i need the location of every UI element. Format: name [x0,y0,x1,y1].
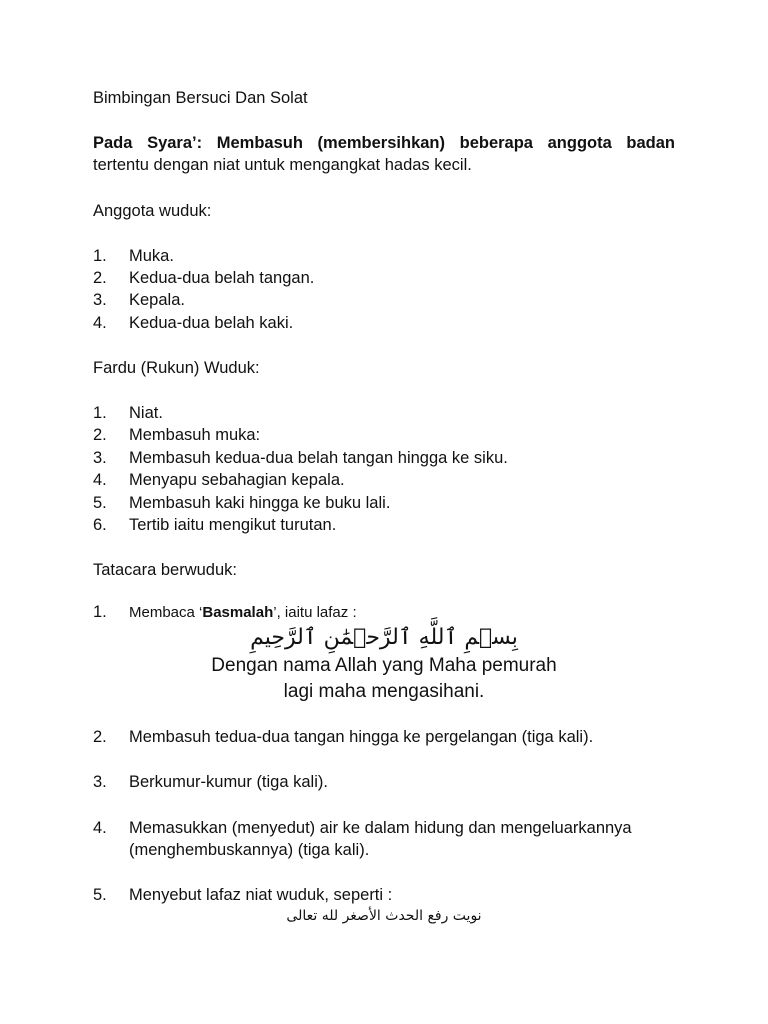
list-number: 1. [93,603,107,621]
anggota-item [93,246,174,266]
fardu-heading: Fardu (Rukun) Wuduk: [93,359,260,377]
anggota-item [93,290,185,310]
list-text: Menyebut lafaz niat wuduk, seperti : [129,886,393,904]
list-number: 4. [93,819,107,837]
list-number: 3. [93,291,107,309]
list-text: Membasuh kaki hingga ke buku lali. [129,494,391,512]
fardu-item [93,425,260,445]
document-title: Bimbingan Bersuci Dan Solat [93,89,308,107]
basmalah-meaning-line-1: Dengan nama Allah yang Maha pemurah [211,655,557,676]
list-text: Memasukkan (menyedut) air ke dalam hidung dan mengeluarkannya [129,819,632,837]
tatacara-step-3 [93,772,328,792]
list-text: Menyapu sebahagian kepala. [129,471,345,489]
list-text: Membasuh kedua-dua belah tangan hingga ke siku. [129,449,508,467]
list-number: 1. [93,404,107,422]
list-number: 2. [93,728,107,746]
basmalah-arabic: بِسۡمِ ٱللَّهِ ٱلرَّحۡمَٰنِ ٱلرَّحِيمِ [250,625,518,650]
list-text [129,602,357,623]
list-number: 5. [93,886,107,904]
list-number: 1. [93,247,107,265]
tatacara-step-2 [93,727,593,747]
niat-wuduk-arabic: نويت رفع الحدث الأصغر لله تعالى [286,908,482,924]
anggota-item [93,268,314,288]
list-text: Niat. [129,404,163,422]
list-text: Berkumur-kumur (tiga kali). [129,773,328,791]
list-text: Kepala. [129,291,185,309]
tatacara-step-1 [93,602,357,623]
list-number: 5. [93,494,107,512]
list-number: 3. [93,449,107,467]
basmalah-term: Basmalah [202,604,274,621]
tatacara-step-4-continuation: (menghembuskannya) (tiga kali). [129,841,370,859]
tatacara-step-5 [93,885,392,905]
list-number: 3. [93,773,107,791]
step1-suffix: ’, iaitu lafaz : [273,604,357,621]
fardu-item [93,493,390,513]
list-number: 6. [93,516,107,534]
fardu-item [93,470,345,490]
definition-rest-line: tertentu dengan niat untuk mengangkat hadas kecil. [93,156,472,174]
definition-bold-line: Pada Syara’: Membasuh (membersihkan) beberapa anggota badan [93,134,675,152]
list-number: 2. [93,426,107,444]
anggota-item [93,313,293,333]
list-text: Kedua-dua belah tangan. [129,269,315,287]
step1-prefix: Membaca ‘ [129,604,203,621]
fardu-item [93,448,508,468]
fardu-item [93,403,163,423]
list-text: Kedua-dua belah kaki. [129,314,294,332]
list-text: Membasuh muka: [129,426,261,444]
list-number: 2. [93,269,107,287]
list-number: 4. [93,314,107,332]
list-text: Membasuh tedua-dua tangan hingga ke pergelangan (tiga kali). [129,728,594,746]
basmalah-meaning-line-2: lagi maha mengasihani. [283,681,485,702]
list-text: Tertib iaitu mengikut turutan. [129,516,337,534]
list-number: 4. [93,471,107,489]
list-text: Muka. [129,247,174,265]
fardu-item [93,515,336,535]
anggota-heading: Anggota wuduk: [93,202,212,220]
tatacara-step-4 [93,818,632,838]
tatacara-heading: Tatacara berwuduk: [93,561,237,579]
